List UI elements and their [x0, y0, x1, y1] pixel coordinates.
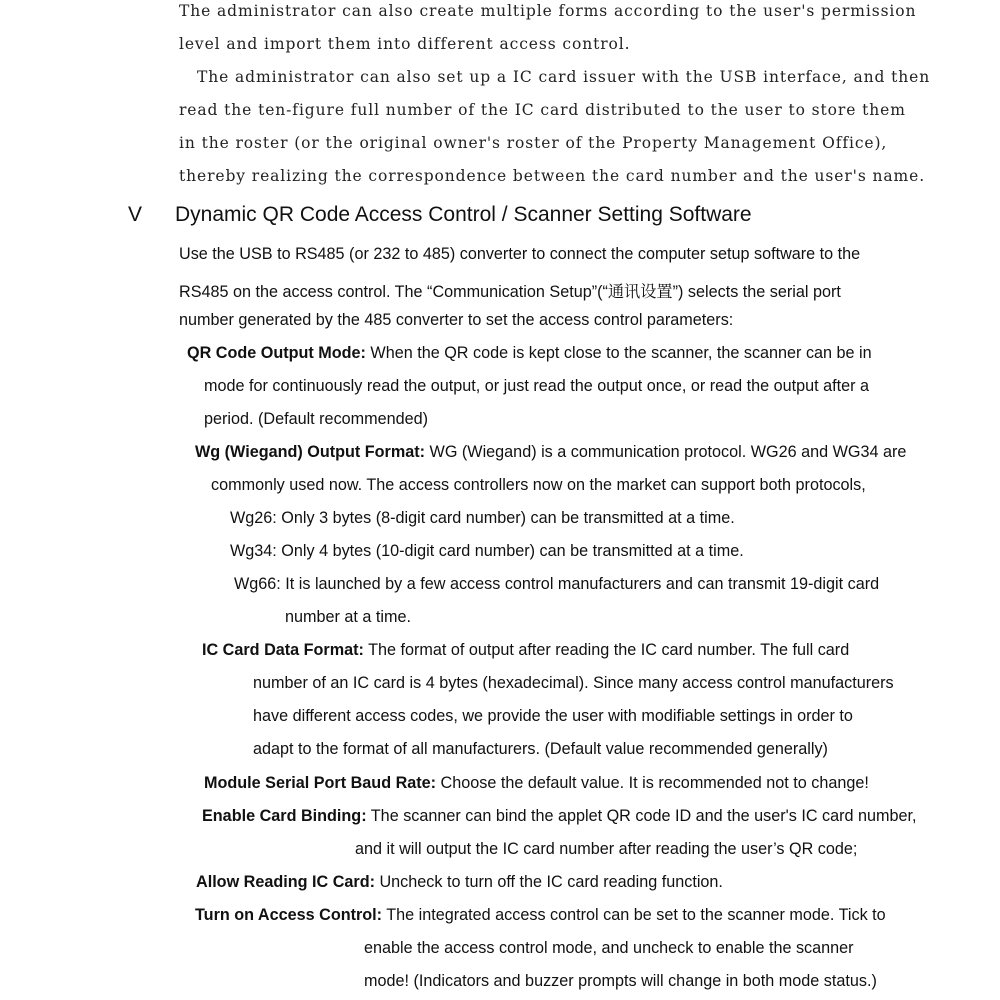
qr-mode-label: QR Code Output Mode: [187, 344, 366, 362]
ic-format-text-1: The format of output after reading the IC card number. The full card [363, 641, 850, 659]
access-ctrl-text-1: The integrated access control can be set to the scanner mode. Tick to [382, 906, 886, 924]
ic-format-line-1 [202, 641, 849, 660]
qr-mode-line-3: period. (Default recommended) [204, 410, 429, 428]
qr-mode-text-1: When the QR code is kept close to the scanner, the scanner can be in [365, 344, 872, 362]
wg66-line-2: number at a time. [285, 608, 411, 626]
wg26-line: Wg26: Only 3 bytes (8-digit card number) can be transmitted at a time. [230, 509, 735, 527]
wg34-line: Wg34: Only 4 bytes (10-digit card number) can be transmitted at a time. [230, 542, 744, 560]
baud-text-1: Choose the default value. It is recommended not to change! [436, 774, 869, 792]
binding-line-1 [202, 807, 916, 826]
binding-text-1: The scanner can bind the applet QR code ID and the user's IC card number, [366, 807, 917, 825]
qr-mode-line-1 [187, 344, 872, 363]
binding-line-2: and it will output the IC card number after reading the user’s QR code; [355, 840, 858, 858]
ic-format-line-2: number of an IC card is 4 bytes (hexadecimal). Since many access control manufacturers [253, 674, 894, 692]
wg66-line-1: Wg66: It is launched by a few access control manufacturers and can transmit 19-digit card [234, 575, 880, 593]
wg-format-label: Wg (Wiegand) Output Format: [195, 443, 426, 461]
baud-label: Module Serial Port Baud Rate: [204, 774, 437, 792]
access-ctrl-label: Turn on Access Control: [195, 906, 383, 924]
section-intro-line-3: number generated by the 485 converter to set the access control parameters: [179, 311, 734, 329]
binding-label: Enable Card Binding: [202, 807, 367, 825]
allow-ic-text-1: Uncheck to turn off the IC card reading function. [374, 873, 723, 891]
section-intro-line-1: Use the USB to RS485 (or 232 to 485) converter to connect the computer setup software to the [179, 245, 861, 263]
section-intro-line-2: RS485 on the access control. The “Communication Setup”(“通讯设置”) selects the serial port [179, 283, 841, 301]
ic-format-line-4: adapt to the format of all manufacturers. (Default value recommended generally) [253, 740, 828, 758]
access-ctrl-line-1 [195, 906, 886, 925]
intro-line-2: level and import them into different access control. [179, 35, 631, 53]
access-ctrl-line-3: mode! (Indicators and buzzer prompts will change in both mode status.) [364, 972, 877, 990]
allow-ic-label: Allow Reading IC Card: [196, 873, 375, 891]
section-number: V [128, 203, 143, 226]
intro-line-3: The administrator can also set up a IC card issuer with the USB interface, and then [197, 68, 931, 86]
allow-ic-line-1 [196, 873, 723, 892]
wg-format-line-2: commonly used now. The access controllers now on the market can support both protocols, [211, 476, 866, 494]
intro-line-4: read the ten-figure full number of the IC card distributed to the user to store them [179, 101, 906, 119]
access-ctrl-line-2: enable the access control mode, and uncheck to enable the scanner [364, 939, 854, 957]
section-title: Dynamic QR Code Access Control / Scanner Setting Software [175, 203, 752, 226]
qr-mode-line-2: mode for continuously read the output, or just read the output once, or read the output after a [204, 377, 870, 395]
wg-format-text-1: WG (Wiegand) is a communication protocol. WG26 and WG34 are [425, 443, 907, 461]
baud-line-1 [204, 774, 869, 793]
ic-format-line-3: have different access codes, we provide the user with modifiable settings in order to [253, 707, 853, 725]
wg-format-line-1 [195, 443, 906, 462]
intro-line-6: thereby realizing the correspondence between the card number and the user's name. [179, 167, 926, 185]
ic-format-label: IC Card Data Format: [202, 641, 364, 659]
intro-line-1: The administrator can also create multiple forms according to the user's permission [179, 2, 917, 20]
intro-line-5: in the roster (or the original owner's roster of the Property Management Office), [179, 134, 888, 152]
